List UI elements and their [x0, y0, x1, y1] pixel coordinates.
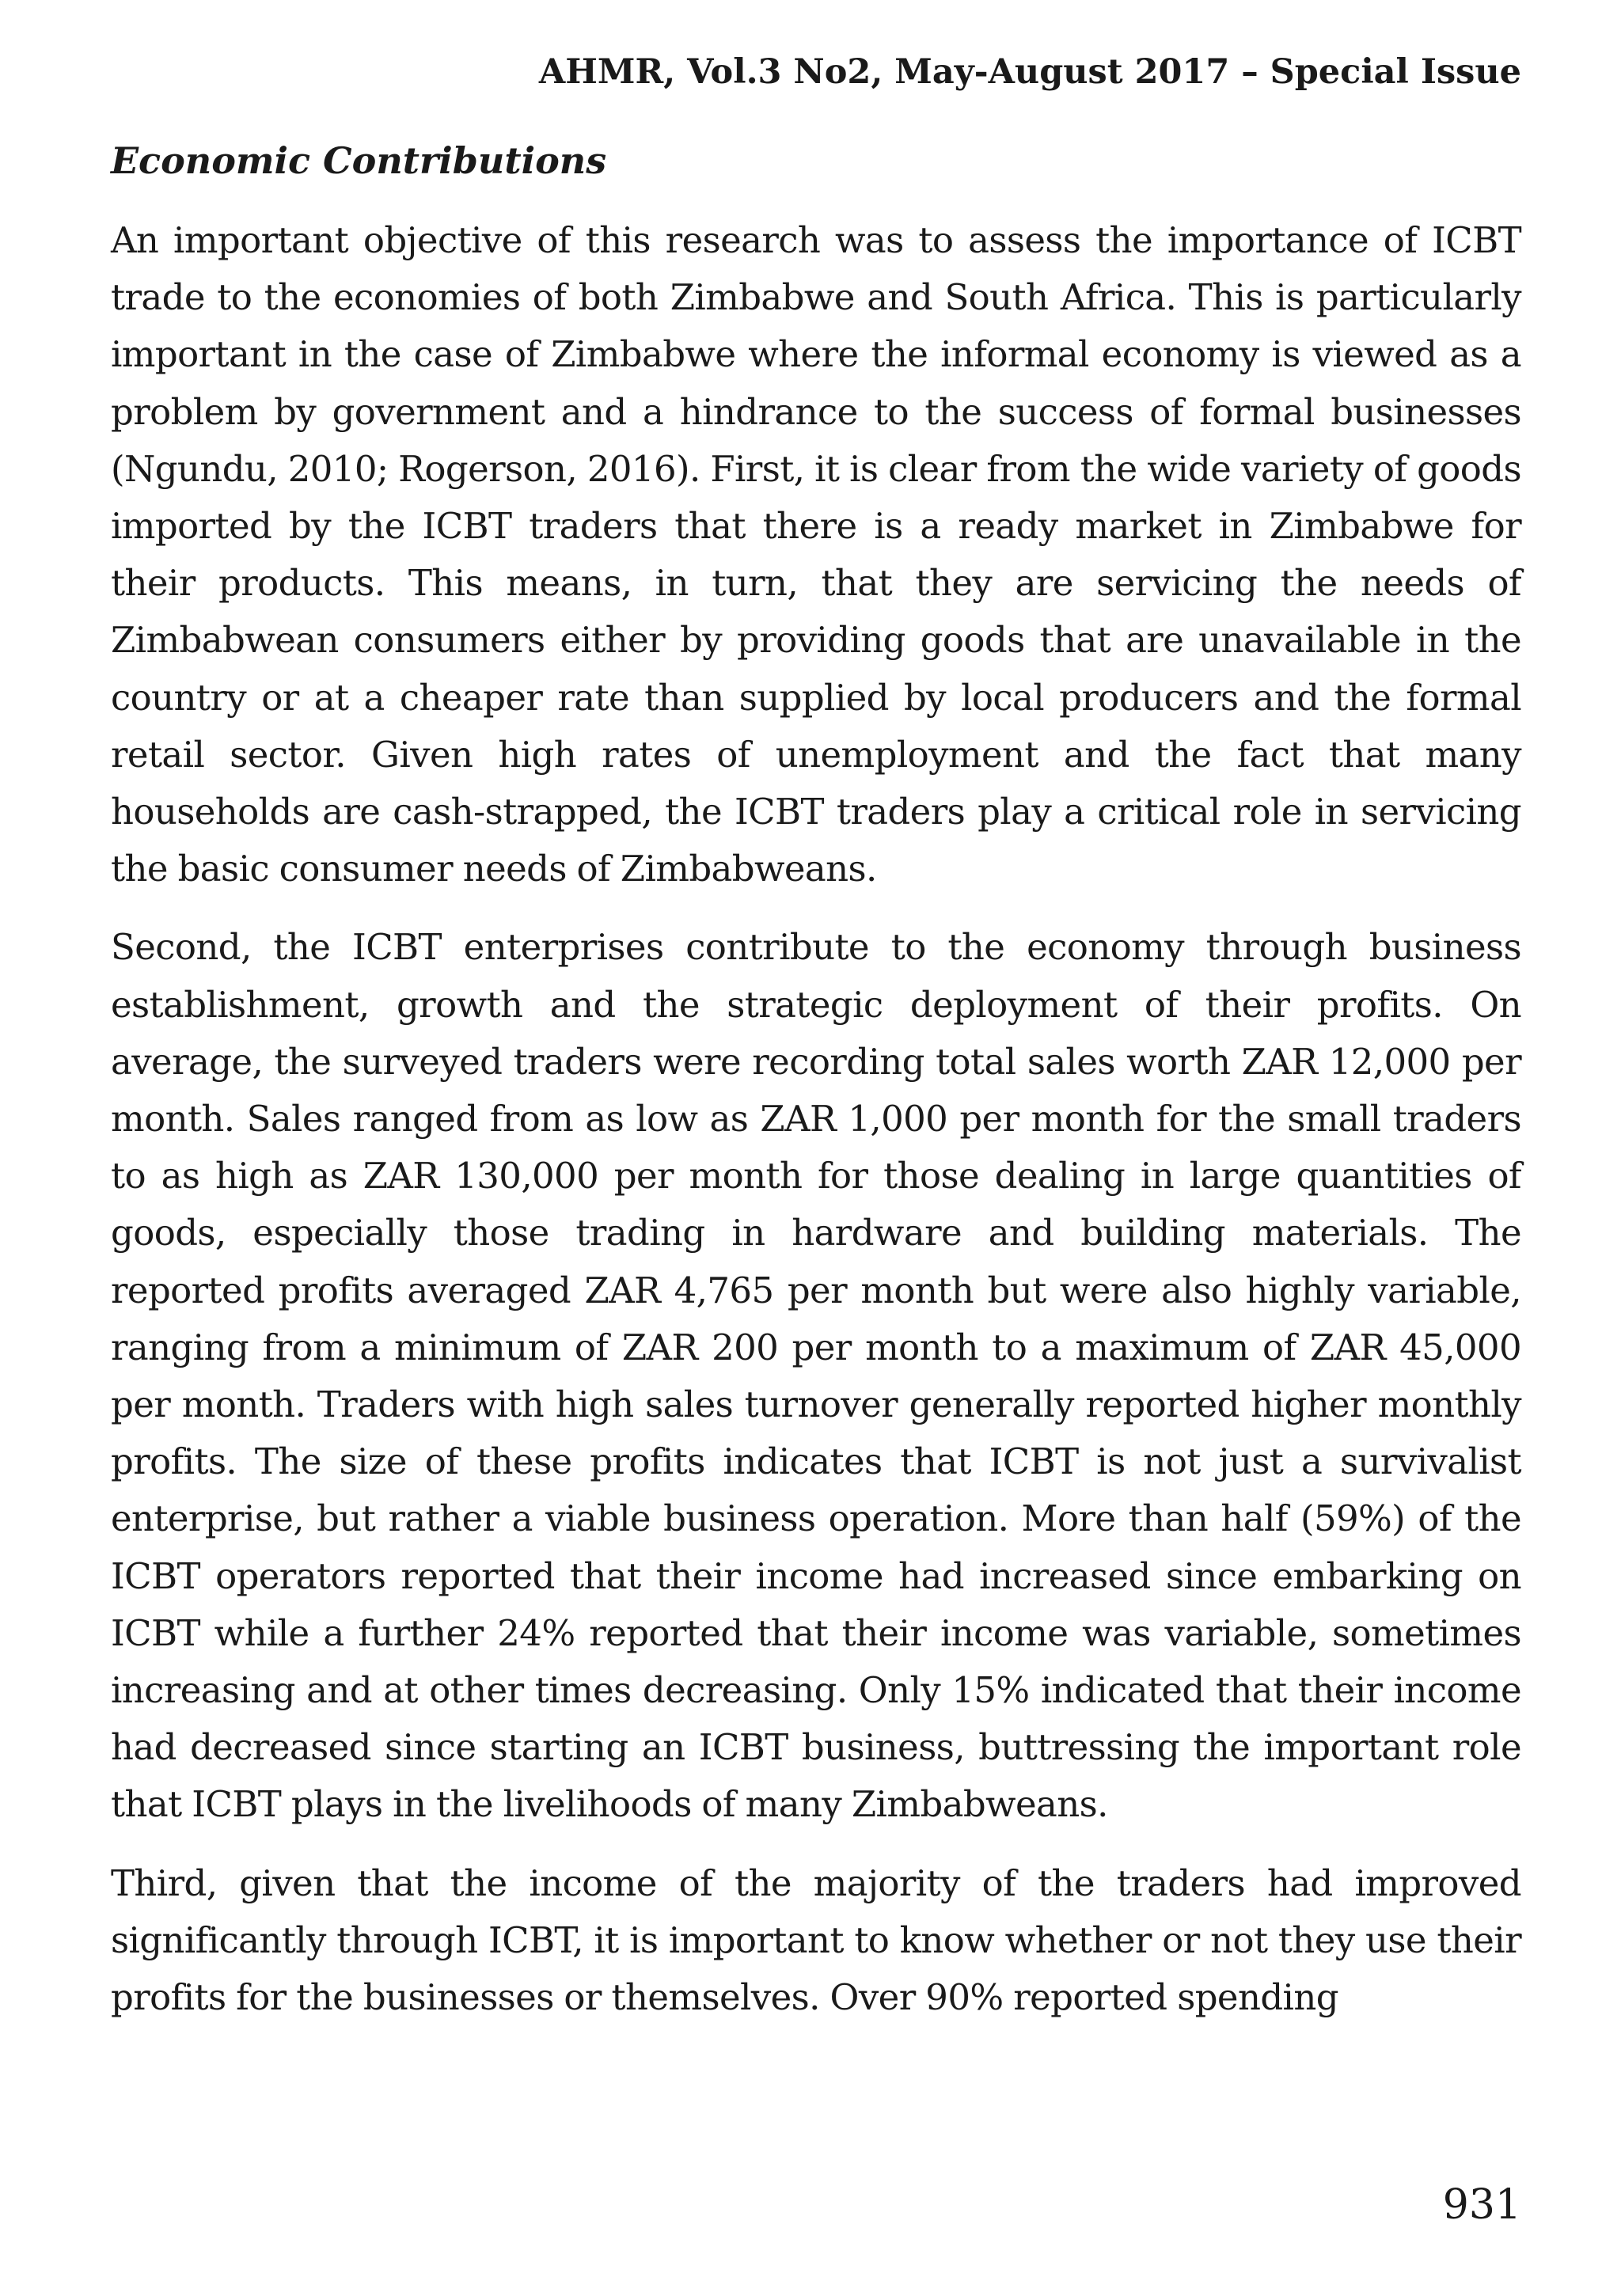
paragraph-2: Second, the ICBT enterprises contribute to the economy through business establishment, growth and the strategic deployment of their profits. On average, the surveyed traders were recording total sales worth ZAR 12,000 per month. Sales ranged from as low as ZAR 1,000 per month for the small traders to as high as ZAR 130,000 per month for those dealing in large quantities of goods, especially those trading in hardware and building materials. The reported profits averaged ZAR 4,765 per month but were also highly variable, ranging from a minimum of ZAR 200 per month to a maximum of ZAR 45,000 per month. Traders with high sales turnover generally reported higher monthly profits. The size of these profits indicates that ICBT is not just a survivalist enterprise, but rather a viable business operation. More than half (59%) of the ICBT operators reported that their income had increased since embarking on ICBT while a further 24% reported that their income was variable, sometimes increasing and at other times decreasing. Only 15% indicated that their income had decreased since starting an ICBT business, buttressing the important role that ICBT plays in the livelihoods of many Zimbabweans.	[111, 926, 1521, 1826]
paragraph-3: Third, given that the income of the majority of the traders had improved significantly through ICBT, it is important to know whether or not they use their profits for the businesses or themselves. Over 90% reported spending	[111, 1861, 1521, 2019]
paragraph-1: An important objective of this research was to assess the importance of ICBT trade to the economies of both Zimbabwe and South Africa. This is particularly important in the case of Zimbabwe where the informal economy is viewed as a problem by government and a hindrance to the success of formal businesses (Ngundu, 2010; Rogerson, 2016). First, it is clear from the wide variety of goods imported by the ICBT traders that there is a ready market in Zimbabwe for their products. This means, in turn, that they are servicing the needs of Zimbabwean consumers either by providing goods that are unavailable in the country or at a cheaper rate than supplied by local producers and the formal retail sector. Given high rates of unemployment and the fact that many households are cash-strapped, the ICBT traders play a critical role in servicing the basic consumer needs of Zimbabweans.	[111, 219, 1521, 890]
section-heading: Economic Contributions	[111, 139, 607, 182]
body-text	[111, 212, 1521, 2047]
running-header: AHMR, Vol.3 No2, May-August 2017 – Special Issue	[538, 52, 1521, 92]
page-number: 931	[1442, 2181, 1521, 2229]
